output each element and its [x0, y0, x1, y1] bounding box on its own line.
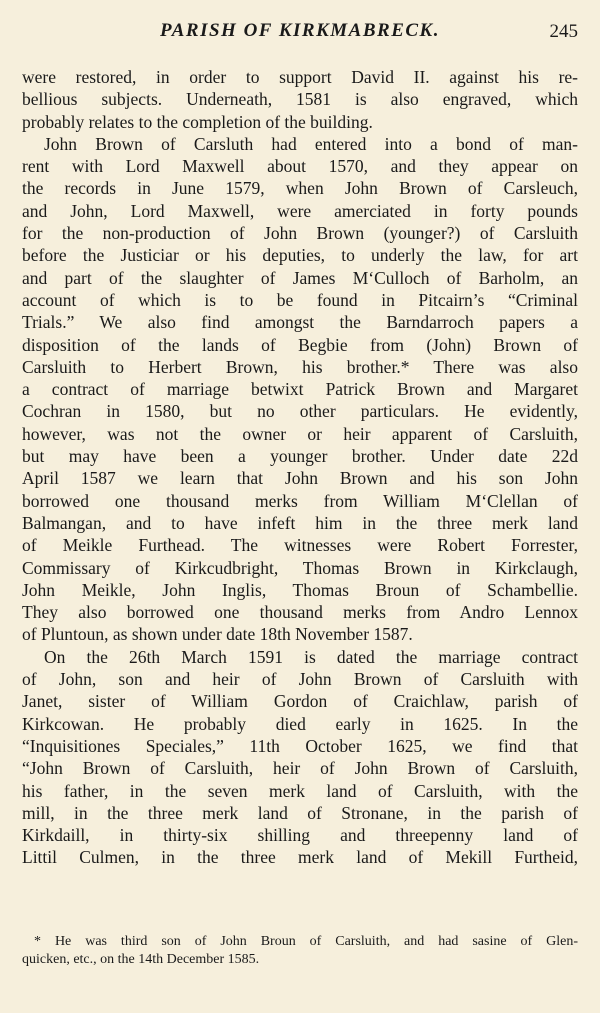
page-number: 245 — [549, 21, 578, 42]
text-line: account of which is to be found in Pitcairn’s “Criminal — [22, 289, 578, 310]
text-line: were restored, in order to support David II. against his re- — [22, 67, 578, 87]
text-line: probably relates to the completion of the building. — [22, 111, 373, 132]
text-line: disposition of the lands of Begbie from (John) Brown of — [22, 334, 578, 355]
footnote-line: quicken, etc., on the 14th December 1585. — [22, 952, 260, 967]
text-line: Trials.” We also find amongst the Barndarroch papers a — [22, 312, 578, 333]
text-line: Janet, sister of William Gordon of Craichlaw, parish of — [22, 691, 578, 712]
text-line: and part of the slaughter of James M‘Culloch of Barholm, an — [22, 267, 578, 288]
text-line: “John Brown of Carsluith, heir of John Brown of Carsluith, — [22, 758, 578, 779]
text-line: Littil Culmen, in the three merk land of Mekill Furtheid, — [22, 847, 578, 868]
text-line: borrowed one thousand merks from William M‘Clellan of — [22, 490, 578, 511]
text-line: “Inquisitiones Speciales,” 11th October 1625, we find that — [22, 735, 578, 756]
text-line: of Meikle Furthead. The witnesses were Robert Forrester, — [22, 535, 578, 556]
page-title: PARISH OF KIRKMABRECK. — [160, 20, 440, 41]
text-line: before the Justiciar or his deputies, to underly the law, for art — [22, 245, 578, 266]
text-line: Commissary of Kirkcudbright, Thomas Brown in Kirkclaugh, — [22, 557, 578, 578]
text-line: his father, in the seven merk land of Carsluith, with the — [22, 780, 578, 801]
text-line: mill, in the three merk land of Stronane, in the parish of — [22, 802, 578, 823]
text-line: of Pluntoun, as shown under date 18th November 1587. — [22, 624, 413, 645]
text-line: bellious subjects. Underneath, 1581 is also engraved, which — [22, 89, 578, 110]
body-text — [22, 66, 578, 869]
text-line: Kirkdaill, in thirty-six shilling and threepenny land of — [22, 825, 578, 846]
text-line: April 1587 we learn that John Brown and his son John — [22, 468, 578, 489]
text-line: Carsluith to Herbert Brown, his brother.* There was also — [22, 356, 578, 377]
text-line: On the 26th March 1591 is dated the marriage contract — [44, 646, 578, 667]
text-line: John Brown of Carsluth had entered into a bond of man- — [44, 133, 578, 154]
text-line: Cochran in 1580, but no other particulars. He evidently, — [22, 401, 578, 422]
text-line: however, was not the owner or heir apparent of Carsluith, — [22, 423, 578, 444]
text-line: Kirkcowan. He probably died early in 1625. In the — [22, 713, 578, 734]
text-line: but may have been a younger brother. Under date 22d — [22, 446, 578, 467]
text-line: and John, Lord Maxwell, were amerciated in forty pounds — [22, 200, 578, 221]
text-line: They also borrowed one thousand merks from Andro Lennox — [22, 602, 578, 623]
text-line: of John, son and heir of John Brown of Carsluith with — [22, 669, 578, 690]
text-line: a contract of marriage betwixt Patrick Brown and Margaret — [22, 379, 578, 400]
text-line: for the non-production of John Brown (younger?) of Carsluith — [22, 223, 578, 244]
footnote — [22, 933, 578, 969]
footnote-line: * He was third son of John Broun of Carsluith, and had sasine of Glen- — [34, 934, 578, 949]
text-line: the records in June 1579, when John Brown of Carsleuch, — [22, 178, 578, 199]
text-line: John Meikle, John Inglis, Thomas Broun of Schambellie. — [22, 579, 578, 600]
text-line: rent with Lord Maxwell about 1570, and they appear on — [22, 156, 578, 177]
text-line: Balmangan, and to have infeft him in the three merk land — [22, 512, 578, 533]
running-header — [22, 20, 578, 46]
